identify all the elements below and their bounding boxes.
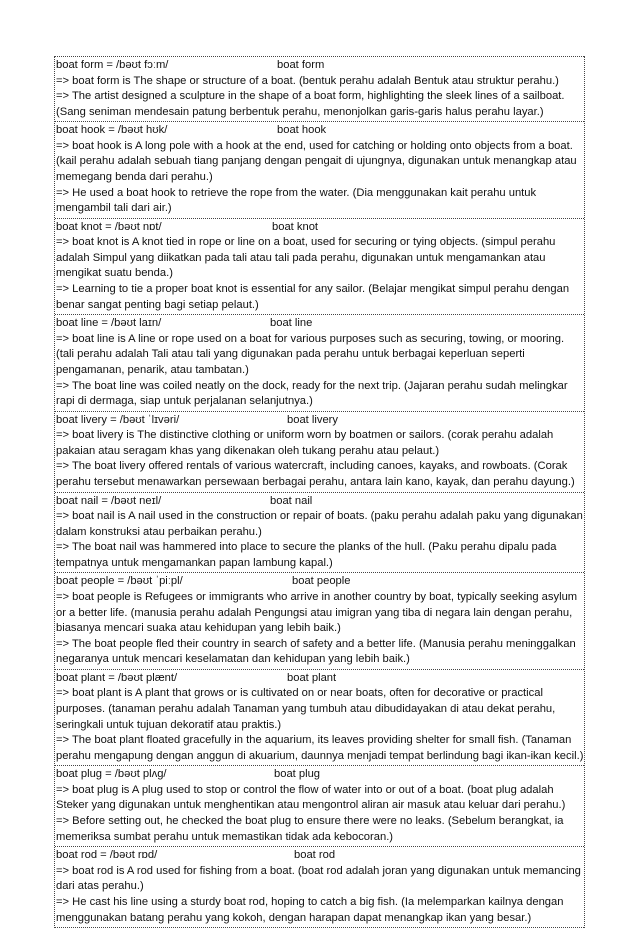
example-text: => He used a boat hook to retrieve the rope from the water. (Dia menggunakan kait perahu untuk mengambil tali dari air.)	[56, 186, 537, 215]
entry-boat-livery	[55, 411, 584, 492]
entry-heading	[56, 494, 584, 510]
term-word: boat line	[270, 317, 313, 330]
term-pronunciation: boat nail = /bəʊt neɪl/	[56, 494, 162, 507]
example-text: => The artist designed a sculpture in the shape of a boat form, highlighting the sleek lines of a sailboat. (Sang seniman mendesain patung berbentuk perahu, menonjolkan garis-garis halus perahu layar.)	[56, 90, 565, 118]
example-text: => The boat line was coiled neatly on the dock, ready for the next trip. (Jajaran perahu sudah melingkar rapi di dermaga, siap untuk perjalanan selanjutnya.)	[56, 379, 568, 408]
definition-text: => boat plant is A plant that grows or is cultivated on or near boats, often for decorative or practical purposes. (tanaman perahu adalah Tanaman yang tumbuh atau dibudidayakan di atau dekat perahu, seringkali untuk tujuan dekoratif atau praktis.)	[56, 687, 556, 731]
term-word: boat plant	[287, 671, 337, 684]
entry-boat-rod	[55, 846, 584, 928]
definition-text: => boat form is The shape or structure of a boat. (bentuk perahu adalah Bentuk atau struktur perahu.)	[56, 74, 559, 87]
term-pronunciation: boat hook = /bəʊt hʊk/	[56, 124, 168, 137]
definition-text: => boat knot is A knot tied in rope or line on a boat, used for securing or tying objects. (simpul perahu adalah Simpul yang diikatkan pada tali atau tali pada perahu, digunakan untuk mengamankan atau mengikat suatu benda.)	[56, 236, 556, 280]
term-word: boat plug	[274, 768, 321, 781]
example-text: => The boat nail was hammered into place to secure the planks of the hull. (Paku perahu dipalu pada tempatnya untuk mengamankan papan lambung kapal.)	[56, 541, 557, 569]
term-pronunciation: boat people = /bəʊt ˈpiːpl/	[56, 575, 183, 588]
entry-boat-hook	[55, 121, 584, 217]
entry-boat-nail	[55, 492, 584, 573]
example-text: => Learning to tie a proper boat knot is essential for any sailor. (Belajar mengikat simpul perahu dengan benar sangat penting bagi setiap pelaut.)	[56, 283, 570, 311]
entry-boat-plant	[55, 669, 584, 765]
example-text: => Before setting out, he checked the boat plug to ensure there were no leaks. (Sebelum berangkat, ia memeriksa sumbat perahu untuk memastikan tidak ada kebocoran.)	[56, 815, 564, 843]
definition-text: => boat hook is A long pole with a hook at the end, used for catching or holding onto objects from a boat. (kail perahu adalah sebuah tiang panjang dengan pengait di ujungnya, digunakan untuk menangkap atau memegang benda dari perahu.)	[56, 139, 577, 183]
entry-heading	[56, 58, 584, 74]
term-pronunciation: boat knot = /bəʊt nɒt/	[56, 220, 162, 233]
term-pronunciation: boat line = /bəʊt laɪn/	[56, 317, 162, 330]
term-pronunciation: boat livery = /bəʊt ˈlɪvəri/	[56, 413, 180, 426]
entry-boat-people	[55, 572, 584, 668]
entry-heading	[56, 671, 584, 687]
entry-boat-form	[55, 56, 584, 121]
example-text: => The boat plant floated gracefully in the aquarium, its leaves providing shelter for small fish. (Tanaman perahu mengapung dengan anggun di akuarium, daunnya menjadi tempat berlindung bagi ikan-ikan kecil.)	[56, 734, 584, 762]
definition-text: => boat people is Refugees or immigrants who arrive in another country by boat, typically seeking asylum or a better life. (manusia perahu adalah Pengungsi atau imigran yang tiba di negara lain dengan perahu, biasanya mencari suaka atau kehidupan yang lebih baik.)	[56, 590, 578, 635]
term-pronunciation: boat plug = /bəʊt plʌg/	[56, 768, 167, 781]
entry-heading	[56, 316, 584, 332]
entry-boat-line	[55, 314, 584, 410]
term-word: boat people	[292, 575, 351, 588]
entry-heading	[56, 767, 584, 783]
definition-text: => boat livery is The distinctive clothing or uniform worn by boatmen or sailors. (corak perahu adalah pakaian atau seragam khas yang dikenakan oleh tukang perahu atau pelaut.)	[56, 429, 554, 457]
term-word: boat rod	[294, 849, 336, 862]
example-text: => He cast his line using a sturdy boat rod, hoping to catch a big fish. (Ia melemparkan kailnya dengan menggunakan batang perahu yang kokoh, dengan harapan dapat menangkap ikan yang besar.)	[56, 895, 564, 924]
term-word: boat nail	[270, 494, 313, 507]
term-word: boat livery	[287, 413, 338, 426]
term-word: boat hook	[277, 124, 327, 137]
example-text: => The boat livery offered rentals of various watercraft, including canoes, kayaks, and rowboats. (Corak perahu tersebut menawarkan persewaan berbagai perahu, antara lain kano, kayak, dan perahu dayung.)	[56, 460, 575, 488]
example-text: => The boat people fled their country in search of safety and a better life. (Manusia perahu meninggalkan negaranya untuk mencari keselamatan dan kehidupan yang lebih baik.)	[56, 637, 576, 666]
entry-heading	[56, 848, 584, 864]
term-pronunciation: boat form = /bəʊt fɔːm/	[56, 59, 169, 71]
entry-boat-knot	[55, 218, 584, 314]
glossary-document	[54, 56, 585, 928]
entry-heading	[56, 574, 584, 590]
entry-boat-plug	[55, 765, 584, 846]
definition-text: => boat nail is A nail used in the construction or repair of boats. (paku perahu adalah paku yang digunakan dalam konstruksi atau perbaikan perahu.)	[56, 510, 583, 538]
term-pronunciation: boat plant = /bəʊt plænt/	[56, 671, 178, 684]
term-word: boat form	[277, 59, 325, 71]
definition-text: => boat plug is A plug used to stop or control the flow of water into or out of a boat. (boat plug adalah Steker yang digunakan untuk menghentikan atau mengontrol aliran air masuk atau keluar dari perahu.)	[56, 783, 566, 812]
definition-text: => boat rod is A rod used for fishing from a boat. (boat rod adalah joran yang digunakan untuk memancing dari atas perahu.)	[56, 864, 581, 893]
entry-heading	[56, 220, 584, 236]
term-word: boat knot	[272, 220, 319, 233]
entry-heading	[56, 413, 584, 429]
definition-text: => boat line is A line or rope used on a boat for various purposes such as securing, towing, or mooring. (tali perahu adalah Tali atau tali yang digunakan pada perahu untuk berbagai keperluan seperti pengamanan, penarik, atau tambatan.)	[56, 332, 565, 376]
entry-heading	[56, 123, 584, 139]
term-pronunciation: boat rod = /bəʊt rɒd/	[56, 849, 158, 862]
